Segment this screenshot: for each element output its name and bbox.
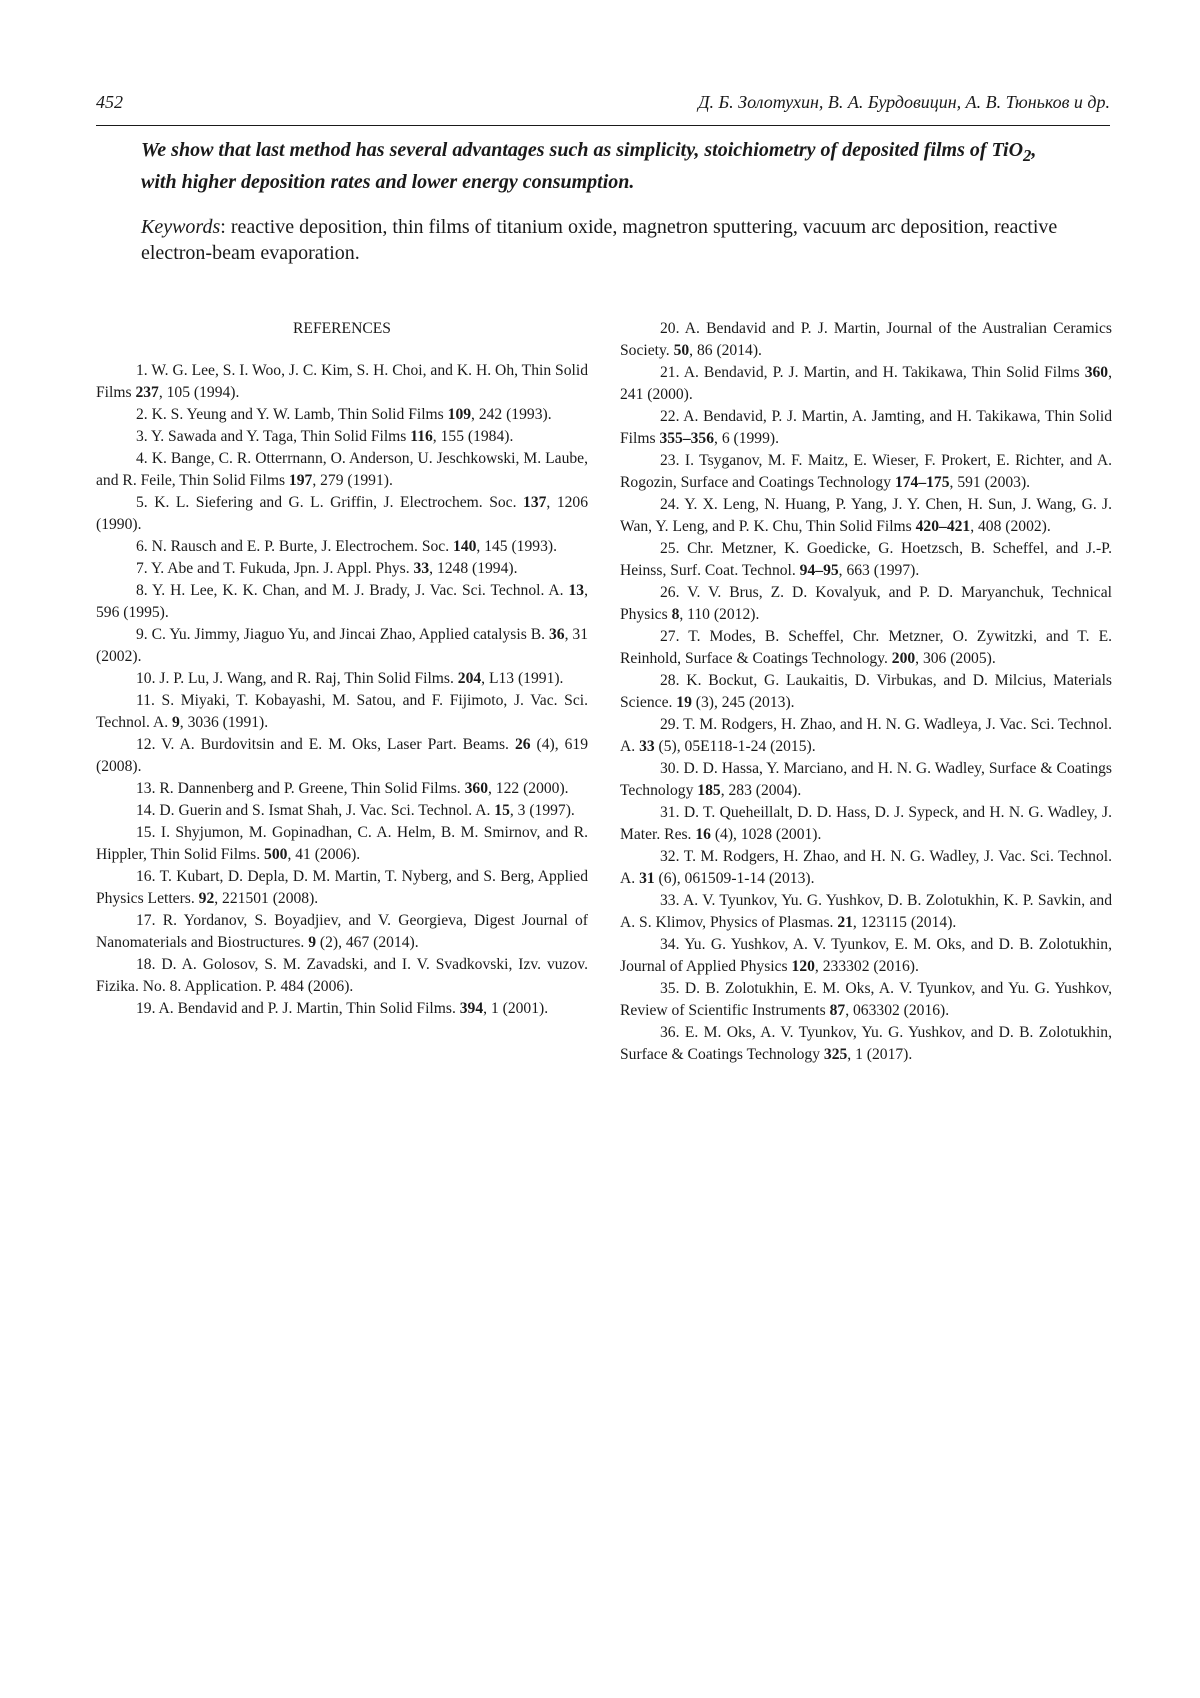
reference-item: 22. A. Bendavid, P. J. Martin, A. Jamting, and H. Takikawa, Thin Solid Films 355–356, 6 (1999). bbox=[620, 408, 1112, 447]
reference-item: 35. D. B. Zolotukhin, E. M. Oks, A. V. Tyunkov, and Yu. G. Yushkov, Review of Scientific Instruments 87, 063302 (2016). bbox=[620, 980, 1112, 1019]
reference-item: 34. Yu. G. Yushkov, A. V. Tyunkov, E. M. Oks, and D. B. Zolotukhin, Journal of Applied Physics 120, 233302 (2016). bbox=[620, 936, 1112, 975]
reference-item: 7. Y. Abe and T. Fukuda, Jpn. J. Appl. Phys. 33, 1248 (1994). bbox=[136, 560, 518, 577]
references-column-left bbox=[96, 318, 588, 1020]
running-head-authors: Д. Б. Золотухин, В. А. Бурдовицин, А. В. Тюньков и др. bbox=[698, 92, 1110, 112]
reference-item: 21. A. Bendavid, P. J. Martin, and H. Takikawa, Thin Solid Films 360, 241 (2000). bbox=[620, 364, 1112, 403]
reference-item: 15. I. Shyjumon, M. Gopinadhan, C. A. Helm, B. M. Smirnov, and R. Hippler, Thin Solid Films. 500, 41 (2006). bbox=[96, 824, 588, 863]
header-rule bbox=[96, 125, 1110, 126]
reference-item: 12. V. A. Burdovitsin and E. M. Oks, Laser Part. Beams. 26 (4), 619 (2008). bbox=[96, 736, 588, 775]
reference-item: 18. D. A. Golosov, S. M. Zavadski, and I. V. Svadkovski, Izv. vuzov. Fizika. No. 8. Application. P. 484 (2006). bbox=[96, 956, 588, 995]
keywords-label: Keywords bbox=[141, 216, 221, 238]
reference-item: 28. K. Bockut, G. Laukaitis, D. Virbukas, and D. Milcius, Materials Science. 19 (3), 245 (2013). bbox=[620, 672, 1112, 711]
reference-item: 27. T. Modes, B. Scheffel, Chr. Metzner, O. Zywitzki, and T. E. Reinhold, Surface & Coatings Technology. 200, 306 (2005). bbox=[620, 628, 1112, 667]
page-number: 452 bbox=[96, 92, 123, 112]
reference-item: 8. Y. H. Lee, K. K. Chan, and M. J. Brady, J. Vac. Sci. Technol. A. 13, 596 (1995). bbox=[96, 582, 588, 621]
keywords bbox=[141, 214, 1071, 266]
reference-item: 19. A. Bendavid and P. J. Martin, Thin Solid Films. 394, 1 (2001). bbox=[136, 1000, 549, 1017]
reference-item: 16. T. Kubart, D. Depla, D. M. Martin, T. Nyberg, and S. Berg, Applied Physics Letters. 92, 221501 (2008). bbox=[96, 868, 588, 907]
reference-list-right bbox=[620, 318, 1112, 1066]
reference-item: 10. J. P. Lu, J. Wang, and R. Raj, Thin Solid Films. 204, L13 (1991). bbox=[136, 670, 564, 687]
references-heading: REFERENCES bbox=[293, 320, 391, 337]
reference-item: 4. K. Bange, C. R. Otterrnann, O. Anderson, U. Jeschkowski, M. Laube, and R. Feile, Thin Solid Films 197, 279 (1991). bbox=[96, 450, 588, 489]
abstract-conclusion: We show that last method has several advantages such as simplicity, stoichiometry of deposited films of TiO$_2$, with higher deposition rates and lower energy consumption. bbox=[141, 139, 1037, 193]
reference-item: 20. A. Bendavid and P. J. Martin, Journal of the Australian Ceramics Society. 50, 86 (2014). bbox=[620, 320, 1112, 359]
reference-item: 31. D. T. Queheillalt, D. D. Hass, D. J. Sypeck, and H. N. G. Wadley, J. Mater. Res. 16 (4), 1028 (2001). bbox=[620, 804, 1112, 843]
reference-item: 2. K. S. Yeung and Y. W. Lamb, Thin Solid Films 109, 242 (1993). bbox=[136, 406, 552, 423]
keywords-text: : reactive deposition, thin films of titanium oxide, magnetron sputtering, vacuum arc deposition, reactive electron-beam evaporation. bbox=[141, 216, 1058, 264]
reference-item: 24. Y. X. Leng, N. Huang, P. Yang, J. Y. Chen, H. Sun, J. Wang, G. J. Wan, Y. Leng, and P. K. Chu, Thin Solid Films 420–421, 408 (2002). bbox=[620, 496, 1112, 535]
reference-item: 3. Y. Sawada and Y. Taga, Thin Solid Films 116, 155 (1984). bbox=[136, 428, 514, 445]
reference-item: 36. E. M. Oks, A. V. Tyunkov, Yu. G. Yushkov, and D. B. Zolotukhin, Surface & Coatings Technology 325, 1 (2017). bbox=[620, 1024, 1112, 1063]
reference-item: 17. R. Yordanov, S. Boyadjiev, and V. Georgieva, Digest Journal of Nanomaterials and Biostructures. 9 (2), 467 (2014). bbox=[96, 912, 588, 951]
reference-item: 9. C. Yu. Jimmy, Jiaguo Yu, and Jincai Zhao, Applied catalysis B. 36, 31 (2002). bbox=[96, 626, 589, 665]
reference-item: 5. K. L. Siefering and G. L. Griffin, J. Electrochem. Soc. 137, 1206 (1990). bbox=[96, 494, 589, 533]
reference-item: 33. A. V. Tyunkov, Yu. G. Yushkov, D. B. Zolotukhin, K. P. Savkin, and A. S. Klimov, Physics of Plasmas. 21, 123115 (2014). bbox=[620, 892, 1112, 931]
reference-item: 14. D. Guerin and S. Ismat Shah, J. Vac. Sci. Technol. A. 15, 3 (1997). bbox=[136, 802, 575, 819]
reference-item: 11. S. Miyaki, T. Kobayashi, M. Satou, and F. Fijimoto, J. Vac. Sci. Technol. A. 9, 3036 (1991). bbox=[96, 692, 588, 731]
reference-list-left bbox=[96, 360, 588, 1020]
reference-item: 25. Chr. Metzner, K. Goedicke, G. Hoetzsch, B. Scheffel, and J.-P. Heinss, Surf. Coat. Technol. 94–95, 663 (1997). bbox=[620, 540, 1112, 579]
reference-item: 6. N. Rausch and E. P. Burte, J. Electrochem. Soc. 140, 145 (1993). bbox=[136, 538, 557, 555]
reference-item: 30. D. D. Hassa, Y. Marciano, and H. N. G. Wadley, Surface & Coatings Technology 185, 283 (2004). bbox=[620, 760, 1112, 799]
references-column-right bbox=[620, 318, 1112, 1066]
reference-item: 32. T. M. Rodgers, H. Zhao, and H. N. G. Wadley, J. Vac. Sci. Technol. A. 31 (6), 061509-1-14 (2013). bbox=[620, 848, 1112, 887]
reference-item: 1. W. G. Lee, S. I. Woo, J. C. Kim, S. H. Choi, and K. H. Oh, Thin Solid Films 237, 105 (1994). bbox=[96, 362, 588, 401]
reference-item: 13. R. Dannenberg and P. Greene, Thin Solid Films. 360, 122 (2000). bbox=[136, 780, 569, 797]
reference-item: 26. V. V. Brus, Z. D. Kovalyuk, and P. D. Maryanchuk, Technical Physics 8, 110 (2012). bbox=[620, 584, 1112, 623]
page-header bbox=[96, 92, 1110, 122]
reference-item: 29. T. M. Rodgers, H. Zhao, and H. N. G. Wadleya, J. Vac. Sci. Technol. A. 33 (5), 05E118-1-24 (2015). bbox=[620, 716, 1112, 755]
reference-item: 23. I. Tsyganov, M. F. Maitz, E. Wieser, F. Prokert, E. Richter, and A. Rogozin, Surface and Coatings Technology 174–175, 591 (2003). bbox=[620, 452, 1112, 491]
